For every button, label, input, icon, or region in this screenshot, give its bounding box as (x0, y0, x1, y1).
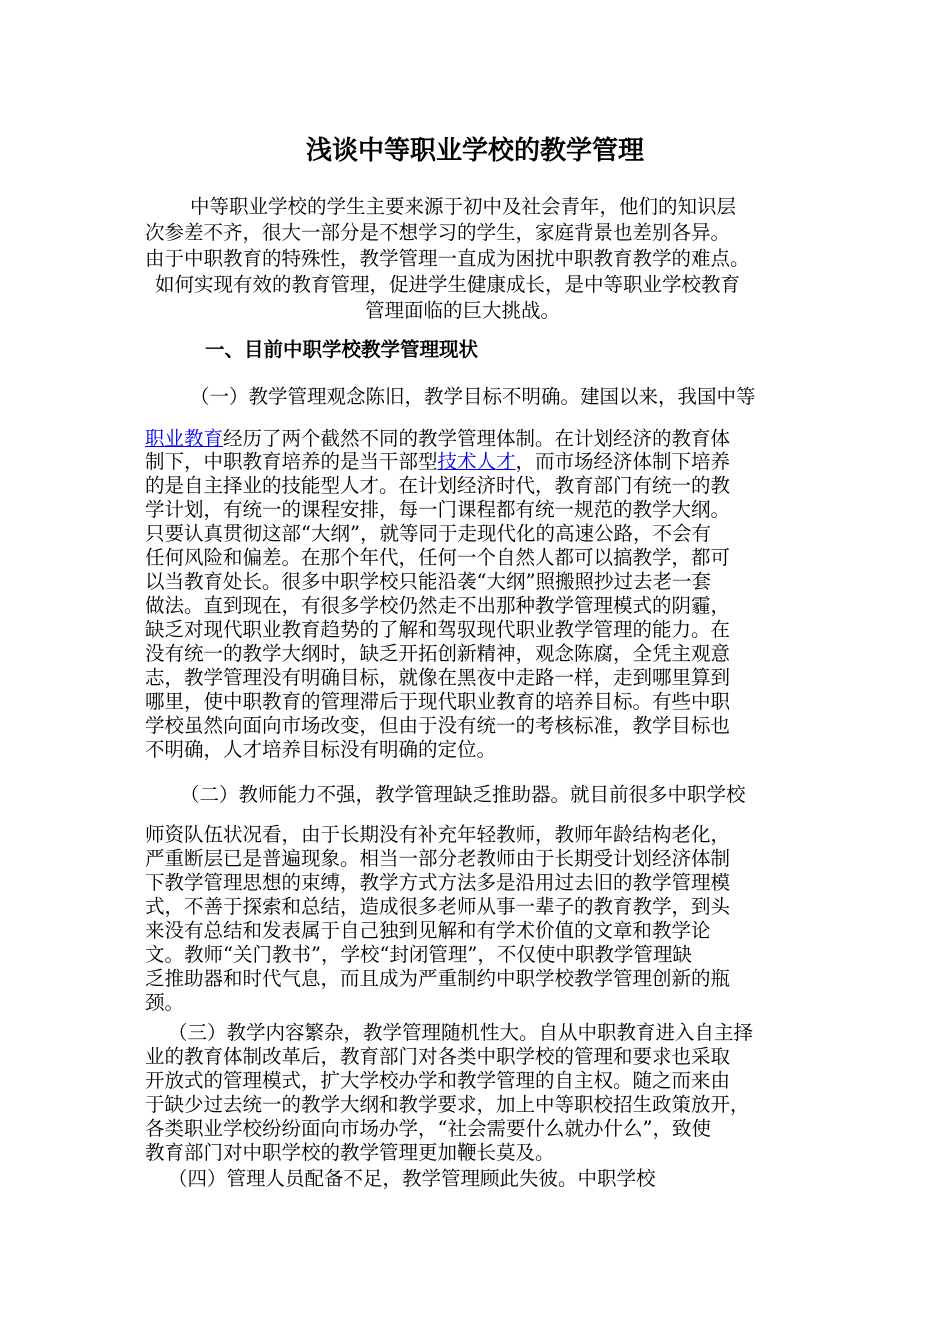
paragraph-line: 文。教师“关门教书”，学校“封闭管理”，不仅使中职教学管理缺 (145, 943, 692, 966)
paragraph-line: 乏推助器和时代气息，而且成为严重制约中职学校教学管理创新的瓶 (145, 967, 731, 990)
paragraph-line: 师资队伍状况看，由于长期没有补充年轻教师，教师年龄结构老化， (145, 823, 731, 846)
paragraph-line: 严重断层已是普遍现象。相当一部分老教师由于长期受计划经济体制 (145, 847, 731, 870)
paragraph-line: 不明确，人才培养目标没有明确的定位。 (145, 738, 497, 761)
paragraph-line: 以当教育处长。很多中职学校只能沿袭“大纲”照搬照抄过去老一套 (145, 570, 711, 593)
paragraph-line: 没有统一的教学大纲时，缺乏开拓创新精神，观念陈腐，全凭主观意 (145, 642, 731, 665)
paragraph-text: ，而市场经济体制下培养 (515, 450, 731, 473)
paragraph-line: （二）教师能力不强，教学管理缺乏推助器。就目前很多中职学校 (180, 783, 746, 806)
paragraph-line: 做法。直到现在，有很多学校仍然走不出那种教学管理模式的阴霾， (145, 594, 731, 617)
paragraph-line: 任何风险和偏差。在那个年代，任何一个自然人都可以搞教学，都可 (145, 546, 731, 569)
intro-line: 中等职业学校的学生主要来源于初中及社会青年，他们的知识层 (190, 195, 737, 218)
paragraph-line: 的是自主择业的技能型人才。在计划经济时代，教育部门有统一的教 (145, 474, 731, 497)
intro-line: 由于中职教育的特殊性，教学管理一直成为困扰中职教育教学的难点。 (145, 247, 750, 270)
paragraph-line: 哪里，使中职教育的管理滞后于现代职业教育的培养目标。有些中职 (145, 690, 731, 713)
paragraph-line (145, 449, 730, 475)
paragraph-line: 只要认真贯彻这部“大纲”，就等同于走现代化的高速公路，不会有 (145, 522, 711, 545)
link-vocational-education[interactable]: 职业教育 (145, 427, 224, 450)
paragraph-line: （三）教学内容繁杂，教学管理随机性大。自从中职教育进入自主择 (168, 1021, 754, 1044)
paragraph-line: 学校虽然向面向市场改变，但由于没有统一的考核标准，教学目标也 (145, 714, 731, 737)
page-title: 浅谈中等职业学校的教学管理 (305, 136, 644, 166)
paragraph-line: 式，不善于探索和总结，造成很多老师从事一辈子的教育教学，到头 (145, 895, 731, 918)
intro-line: 管理面临的巨大挑战。 (365, 299, 561, 322)
section-heading: 一、目前中职学校教学管理现状 (205, 338, 479, 361)
link-technical-talent[interactable]: 技术人才 (437, 450, 516, 473)
paragraph-line: 各类职业学校纷纷面向市场办学，“社会需要什么就办什么”，致使 (145, 1117, 711, 1140)
paragraph-line: 业的教育体制改革后，教育部门对各类中职学校的管理和要求也采取 (145, 1045, 731, 1068)
paragraph-line: 志，教学管理没有明确目标，就像在黑夜中走路一样，走到哪里算到 (145, 666, 731, 689)
paragraph-line: 颈。 (145, 991, 185, 1014)
paragraph-line: 教育部门对中职学校的教学管理更加鞭长莫及。 (145, 1141, 555, 1164)
paragraph-line: 下教学管理思想的束缚，教学方式方法多是沿用过去旧的教学管理模 (145, 871, 731, 894)
paragraph-line: 开放式的管理模式，扩大学校办学和教学管理的自主权。随之而来由 (145, 1069, 731, 1092)
paragraph-line: 来没有总结和发表属于自己独到见解和有学术价值的文章和教学论 (145, 919, 711, 942)
paragraph-line: 于缺少过去统一的教学大纲和教学要求，加上中等职校招生政策放开， (145, 1093, 750, 1116)
intro-line: 如何实现有效的教育管理，促进学生健康成长，是中等职业学校教育 (155, 273, 741, 296)
paragraph-line: （一）教学管理观念陈旧，教学目标不明确。建国以来，我国中等 (190, 385, 756, 408)
paragraph-text: 制下，中职教育培养的是当干部型 (145, 450, 438, 473)
paragraph-line: 缺乏对现代职业教育趋势的了解和驾驭现代职业教学管理的能力。在 (145, 618, 731, 641)
paragraph-text: 经历了两个截然不同的教学管理体制。在计划经济的教育体 (223, 427, 731, 450)
intro-line: 次参差不齐，很大一部分是不想学习的学生，家庭背景也差别各异。 (145, 221, 731, 244)
paragraph-line: （四）管理人员配备不足，教学管理顾此失彼。中职学校 (168, 1167, 656, 1190)
paragraph-line: 学计划，有统一的课程安排，每一门课程都有统一规范的教学大纲。 (145, 498, 731, 521)
